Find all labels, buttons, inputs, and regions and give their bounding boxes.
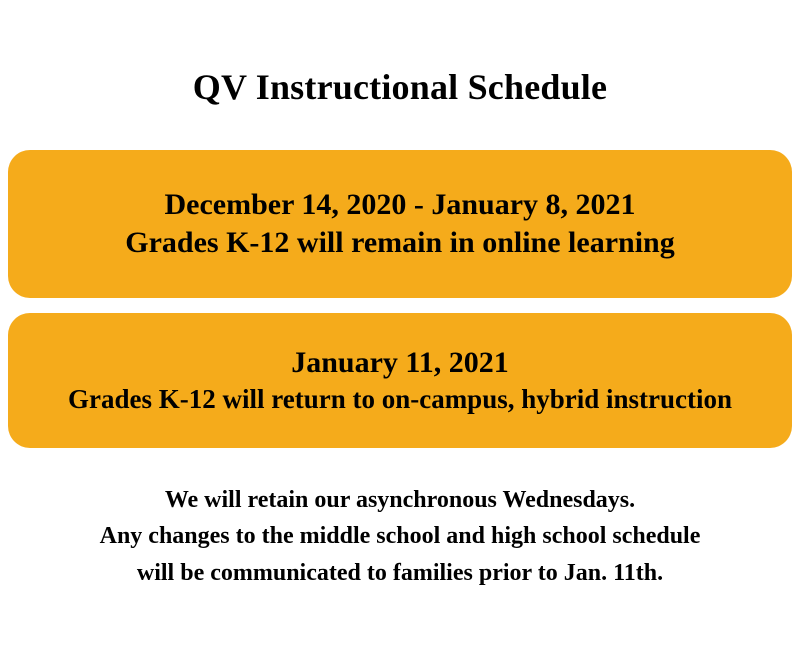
card-1-date-range: December 14, 2020 - January 8, 2021	[164, 187, 636, 221]
footer-line-2: Any changes to the middle school and high school schedule	[99, 523, 701, 550]
page-title: QV Instructional Schedule	[192, 67, 608, 107]
card-2-date: January 11, 2021	[291, 346, 509, 380]
footer-line-1: We will retain our asynchronous Wednesdays.	[164, 487, 636, 513]
card-2-description: Grades K-12 will return to on-campus, hybrid instruction	[67, 384, 733, 415]
schedule-card-online-learning	[8, 150, 792, 298]
card-1-description: Grades K-12 will remain in online learning	[125, 226, 675, 259]
footer-line-3: will be communicated to families prior to Jan. 11th.	[136, 559, 664, 586]
schedule-card-hybrid-return	[8, 313, 792, 448]
footer-note	[100, 482, 701, 591]
